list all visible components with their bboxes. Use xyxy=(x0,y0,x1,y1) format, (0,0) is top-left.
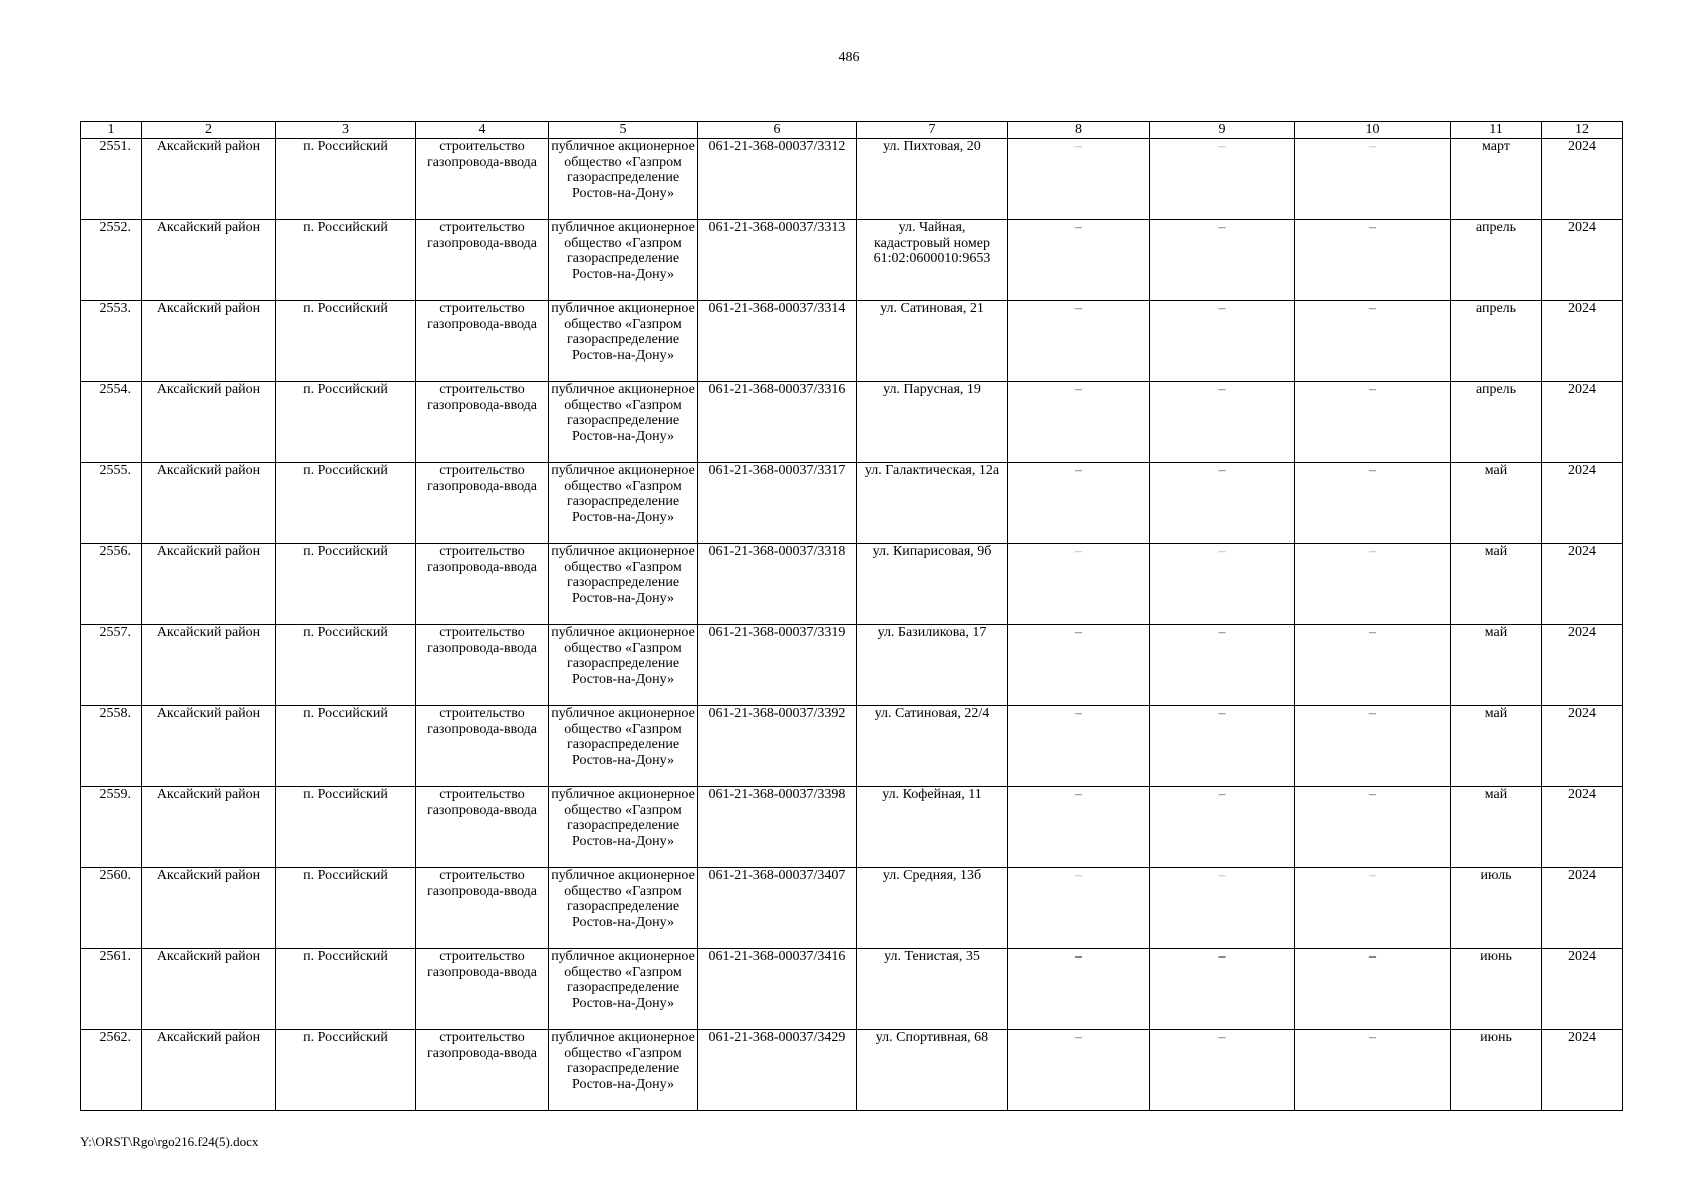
column-10-cell: – xyxy=(1295,544,1451,625)
year-cell: 2024 xyxy=(1542,787,1623,868)
permit-code-cell: 061-21-368-00037/3313 xyxy=(698,220,857,301)
table-row xyxy=(81,463,1623,544)
address-cell: ул. Сатиновая, 22/4 xyxy=(857,706,1008,787)
column-9-cell: – xyxy=(1150,625,1295,706)
month-cell: июнь xyxy=(1451,949,1542,1030)
district-cell: Аксайский район xyxy=(142,787,276,868)
column-10-cell: – xyxy=(1295,139,1451,220)
row-number-cell: 2562. xyxy=(81,1030,142,1111)
year-cell: 2024 xyxy=(1542,1030,1623,1111)
district-cell: Аксайский район xyxy=(142,139,276,220)
column-8-cell: – xyxy=(1008,625,1150,706)
column-9-cell: – xyxy=(1150,463,1295,544)
month-cell: май xyxy=(1451,463,1542,544)
page-number: 486 xyxy=(838,50,860,65)
row-number-cell: 2556. xyxy=(81,544,142,625)
column-9-cell: – xyxy=(1150,139,1295,220)
column-header: 1 xyxy=(81,122,142,139)
column-10-cell: – xyxy=(1295,382,1451,463)
district-cell: Аксайский район xyxy=(142,868,276,949)
permit-code-cell: 061-21-368-00037/3317 xyxy=(698,463,857,544)
organization-cell: публичное акционерное общество «Газпром газораспределение Ростов-на-Дону» xyxy=(549,706,698,787)
address-cell: ул. Чайная, кадастровый номер 61:02:0600010:9653 xyxy=(857,220,1008,301)
table-row xyxy=(81,625,1623,706)
row-number-cell: 2558. xyxy=(81,706,142,787)
organization-cell: публичное акционерное общество «Газпром газораспределение Ростов-на-Дону» xyxy=(549,787,698,868)
organization-cell: публичное акционерное общество «Газпром газораспределение Ростов-на-Дону» xyxy=(549,949,698,1030)
organization-cell: публичное акционерное общество «Газпром газораспределение Ростов-на-Дону» xyxy=(549,463,698,544)
column-9-cell: – xyxy=(1150,706,1295,787)
month-cell: июнь xyxy=(1451,1030,1542,1111)
column-9-cell: – xyxy=(1150,868,1295,949)
work-type-cell: строительство газопровода-ввода xyxy=(416,787,549,868)
table-row xyxy=(81,220,1623,301)
settlement-cell: п. Российский xyxy=(276,706,416,787)
table-row xyxy=(81,787,1623,868)
permit-code-cell: 061-21-368-00037/3316 xyxy=(698,382,857,463)
column-9-cell: – xyxy=(1150,382,1295,463)
column-header: 8 xyxy=(1008,122,1150,139)
column-header: 3 xyxy=(276,122,416,139)
table-row xyxy=(81,1030,1623,1111)
column-10-cell: – xyxy=(1295,625,1451,706)
row-number-cell: 2559. xyxy=(81,787,142,868)
settlement-cell: п. Российский xyxy=(276,220,416,301)
table-row xyxy=(81,544,1623,625)
work-type-cell: строительство газопровода-ввода xyxy=(416,382,549,463)
district-cell: Аксайский район xyxy=(142,301,276,382)
year-cell: 2024 xyxy=(1542,382,1623,463)
year-cell: 2024 xyxy=(1542,868,1623,949)
column-8-cell: – xyxy=(1008,301,1150,382)
year-cell: 2024 xyxy=(1542,463,1623,544)
table-row xyxy=(81,139,1623,220)
permit-code-cell: 061-21-368-00037/3429 xyxy=(698,1030,857,1111)
work-type-cell: строительство газопровода-ввода xyxy=(416,625,549,706)
work-type-cell: строительство газопровода-ввода xyxy=(416,544,549,625)
district-cell: Аксайский район xyxy=(142,949,276,1030)
column-10-cell: – xyxy=(1295,949,1451,1030)
address-cell: ул. Средняя, 13б xyxy=(857,868,1008,949)
month-cell: апрель xyxy=(1451,382,1542,463)
address-cell: ул. Спортивная, 68 xyxy=(857,1030,1008,1111)
permit-code-cell: 061-21-368-00037/3318 xyxy=(698,544,857,625)
work-type-cell: строительство газопровода-ввода xyxy=(416,949,549,1030)
column-header: 6 xyxy=(698,122,857,139)
year-cell: 2024 xyxy=(1542,139,1623,220)
year-cell: 2024 xyxy=(1542,301,1623,382)
column-header: 7 xyxy=(857,122,1008,139)
column-9-cell: – xyxy=(1150,1030,1295,1111)
work-type-cell: строительство газопровода-ввода xyxy=(416,301,549,382)
table-row xyxy=(81,706,1623,787)
settlement-cell: п. Российский xyxy=(276,787,416,868)
row-number-cell: 2555. xyxy=(81,463,142,544)
address-cell: ул. Кипарисовая, 9б xyxy=(857,544,1008,625)
work-type-cell: строительство газопровода-ввода xyxy=(416,139,549,220)
year-cell: 2024 xyxy=(1542,625,1623,706)
address-cell: ул. Базиликова, 17 xyxy=(857,625,1008,706)
row-number-cell: 2561. xyxy=(81,949,142,1030)
district-cell: Аксайский район xyxy=(142,1030,276,1111)
organization-cell: публичное акционерное общество «Газпром газораспределение Ростов-на-Дону» xyxy=(549,382,698,463)
month-cell: июль xyxy=(1451,868,1542,949)
district-cell: Аксайский район xyxy=(142,220,276,301)
table-row xyxy=(81,301,1623,382)
year-cell: 2024 xyxy=(1542,544,1623,625)
work-type-cell: строительство газопровода-ввода xyxy=(416,868,549,949)
row-number-cell: 2552. xyxy=(81,220,142,301)
settlement-cell: п. Российский xyxy=(276,463,416,544)
row-number-cell: 2560. xyxy=(81,868,142,949)
month-cell: май xyxy=(1451,625,1542,706)
district-cell: Аксайский район xyxy=(142,544,276,625)
work-type-cell: строительство газопровода-ввода xyxy=(416,1030,549,1111)
permit-code-cell: 061-21-368-00037/3314 xyxy=(698,301,857,382)
column-8-cell: – xyxy=(1008,463,1150,544)
month-cell: апрель xyxy=(1451,301,1542,382)
column-8-cell: – xyxy=(1008,382,1150,463)
table-row xyxy=(81,382,1623,463)
organization-cell: публичное акционерное общество «Газпром газораспределение Ростов-на-Дону» xyxy=(549,220,698,301)
row-number-cell: 2557. xyxy=(81,625,142,706)
table-row xyxy=(81,949,1623,1030)
month-cell: май xyxy=(1451,706,1542,787)
work-type-cell: строительство газопровода-ввода xyxy=(416,220,549,301)
column-8-cell: – xyxy=(1008,544,1150,625)
column-header: 11 xyxy=(1451,122,1542,139)
work-type-cell: строительство газопровода-ввода xyxy=(416,706,549,787)
column-8-cell: – xyxy=(1008,1030,1150,1111)
organization-cell: публичное акционерное общество «Газпром газораспределение Ростов-на-Дону» xyxy=(549,868,698,949)
column-10-cell: – xyxy=(1295,463,1451,544)
organization-cell: публичное акционерное общество «Газпром газораспределение Ростов-на-Дону» xyxy=(549,1030,698,1111)
row-number-cell: 2551. xyxy=(81,139,142,220)
column-header: 9 xyxy=(1150,122,1295,139)
permit-code-cell: 061-21-368-00037/3416 xyxy=(698,949,857,1030)
settlement-cell: п. Российский xyxy=(276,544,416,625)
permit-code-cell: 061-21-368-00037/3398 xyxy=(698,787,857,868)
table-row xyxy=(81,868,1623,949)
column-10-cell: – xyxy=(1295,1030,1451,1111)
district-cell: Аксайский район xyxy=(142,382,276,463)
column-9-cell: – xyxy=(1150,787,1295,868)
settlement-cell: п. Российский xyxy=(276,625,416,706)
column-9-cell: – xyxy=(1150,301,1295,382)
permit-code-cell: 061-21-368-00037/3312 xyxy=(698,139,857,220)
column-8-cell: – xyxy=(1008,706,1150,787)
column-10-cell: – xyxy=(1295,706,1451,787)
month-cell: март xyxy=(1451,139,1542,220)
permit-code-cell: 061-21-368-00037/3407 xyxy=(698,868,857,949)
settlement-cell: п. Российский xyxy=(276,139,416,220)
district-cell: Аксайский район xyxy=(142,706,276,787)
month-cell: апрель xyxy=(1451,220,1542,301)
column-10-cell: – xyxy=(1295,220,1451,301)
column-9-cell: – xyxy=(1150,949,1295,1030)
year-cell: 2024 xyxy=(1542,949,1623,1030)
registry-table xyxy=(80,121,1623,1111)
column-header: 4 xyxy=(416,122,549,139)
column-number-row xyxy=(81,122,1623,139)
column-header: 2 xyxy=(142,122,276,139)
permit-code-cell: 061-21-368-00037/3392 xyxy=(698,706,857,787)
footer-file-path: Y:\ORST\Rgo\rgo216.f24(5).docx xyxy=(80,1134,259,1149)
column-10-cell: – xyxy=(1295,787,1451,868)
address-cell: ул. Галактическая, 12а xyxy=(857,463,1008,544)
organization-cell: публичное акционерное общество «Газпром газораспределение Ростов-на-Дону» xyxy=(549,544,698,625)
settlement-cell: п. Российский xyxy=(276,949,416,1030)
column-8-cell: – xyxy=(1008,787,1150,868)
column-header: 10 xyxy=(1295,122,1451,139)
settlement-cell: п. Российский xyxy=(276,382,416,463)
address-cell: ул. Парусная, 19 xyxy=(857,382,1008,463)
organization-cell: публичное акционерное общество «Газпром газораспределение Ростов-на-Дону» xyxy=(549,625,698,706)
row-number-cell: 2553. xyxy=(81,301,142,382)
month-cell: май xyxy=(1451,787,1542,868)
organization-cell: публичное акционерное общество «Газпром газораспределение Ростов-на-Дону» xyxy=(549,301,698,382)
column-9-cell: – xyxy=(1150,220,1295,301)
permit-code-cell: 061-21-368-00037/3319 xyxy=(698,625,857,706)
year-cell: 2024 xyxy=(1542,706,1623,787)
work-type-cell: строительство газопровода-ввода xyxy=(416,463,549,544)
address-cell: ул. Тенистая, 35 xyxy=(857,949,1008,1030)
address-cell: ул. Пихтовая, 20 xyxy=(857,139,1008,220)
column-8-cell: – xyxy=(1008,949,1150,1030)
column-8-cell: – xyxy=(1008,220,1150,301)
settlement-cell: п. Российский xyxy=(276,868,416,949)
year-cell: 2024 xyxy=(1542,220,1623,301)
district-cell: Аксайский район xyxy=(142,625,276,706)
organization-cell: публичное акционерное общество «Газпром газораспределение Ростов-на-Дону» xyxy=(549,139,698,220)
column-10-cell: – xyxy=(1295,868,1451,949)
address-cell: ул. Сатиновая, 21 xyxy=(857,301,1008,382)
row-number-cell: 2554. xyxy=(81,382,142,463)
column-8-cell: – xyxy=(1008,139,1150,220)
column-10-cell: – xyxy=(1295,301,1451,382)
column-9-cell: – xyxy=(1150,544,1295,625)
column-header: 12 xyxy=(1542,122,1623,139)
column-8-cell: – xyxy=(1008,868,1150,949)
month-cell: май xyxy=(1451,544,1542,625)
settlement-cell: п. Российский xyxy=(276,1030,416,1111)
column-header: 5 xyxy=(549,122,698,139)
district-cell: Аксайский район xyxy=(142,463,276,544)
address-cell: ул. Кофейная, 11 xyxy=(857,787,1008,868)
settlement-cell: п. Российский xyxy=(276,301,416,382)
